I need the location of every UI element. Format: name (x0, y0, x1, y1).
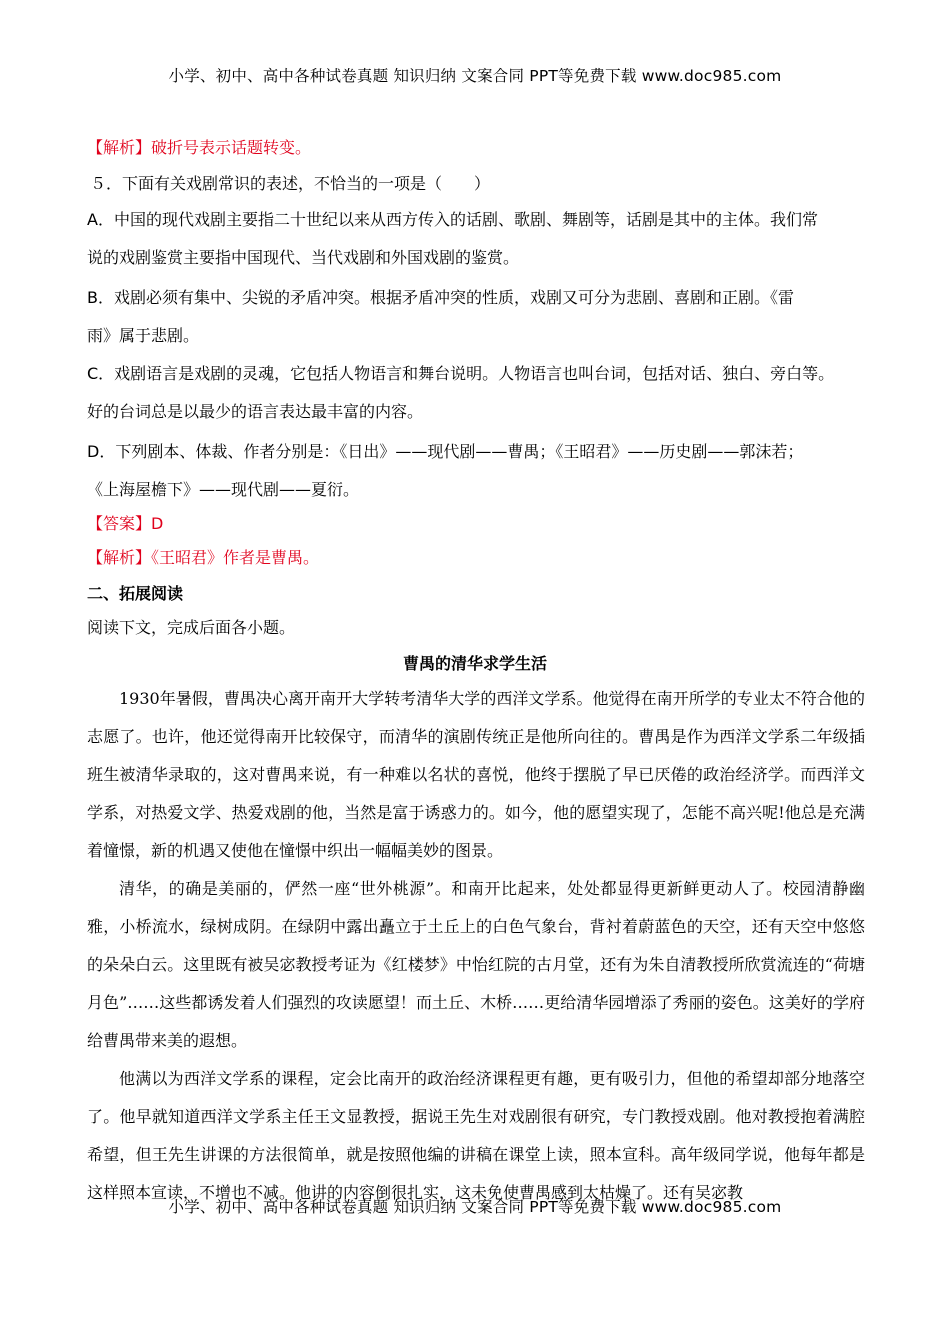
question-5-stem: ５．下面有关戏剧常识的表述，不恰当的一项是（ ） (90, 174, 491, 193)
option-b-line-2: 雨》属于悲剧。 (87, 326, 200, 345)
article-title: 曹禺的清华求学生活 (402, 654, 547, 673)
option-d-line-2: 《上海屋檐下》——现代剧——夏衍。 (87, 480, 360, 499)
analysis-text: 破折号表示话题转变。 (151, 138, 312, 157)
option-c-line-1: C．戏剧语言是戏剧的灵魂，它包括人物语言和舞台说明。人物语言也叫台词，包括对话、独白、旁白等。 (87, 364, 835, 383)
article-paragraph-3: 他满以为西洋文学系的课程，定会比南开的政治经济课程更有趣，更有吸引力，但他的希望却部分地落空了。他早就知道西洋文学系主任王文显教授，据说王先生对戏剧很有研究，专门教授戏剧。他对教授抱着满腔希望，但王先生讲课的方法很简单，就是按照他编的讲稿在课堂上读，照本宣科。高年级同学说，他每年都是这样照本宣读，不增也不减。他讲的内容倒很扎实，这未免使曹禺感到太枯燥了。还有吴宓教 (87, 1069, 865, 1202)
analysis-tag: 【解析】 (87, 138, 152, 157)
section-heading: 二、拓展阅读 (87, 584, 184, 603)
answer-value: D (151, 514, 164, 533)
option-b-line-1: B．戏剧必须有集中、尖锐的矛盾冲突。根据矛盾冲突的性质，戏剧又可分为悲剧、喜剧和正剧。《雷 (87, 288, 794, 307)
option-d-line-1: D．下列剧本、体裁、作者分别是：《日出》——现代剧——曹禺；《王昭君》——历史剧——郭沫若； (87, 442, 804, 461)
article-paragraph-2: 清华，的确是美丽的，俨然一座“世外桃源”。和南开比起来，处处都显得更新鲜更动人了。校园清静幽雅，小桥流水，绿树成阴。在绿阴中露出矗立于土丘上的白色气象台，背衬着蔚蓝色的天空，还有天空中悠悠的朵朵白云。这里既有被吴宓教授考证为《红楼梦》中怡红院的古月堂，还有为朱自清教授所欣赏流连的“荷塘月色”……这些都诱发着人们强烈的攻读愿望！而土丘、木桥……更给清华园增添了秀丽的姿色。这美好的学府给曹禺带来美的遐想。 (87, 879, 865, 1050)
article-paragraph-1: 1930年暑假，曹禺决心离开南开大学转考清华大学的西洋文学系。他觉得在南开所学的专业太不符合他的志愿了。也许，他还觉得南开比较保守，而清华的演剧传统正是他所向往的。曹禺是作为西洋文学系二年级插班生被清华录取的，这对曹禺来说，有一种难以名状的喜悦，他终于摆脱了早已厌倦的政治经济学。而西洋文学系，对热爱文学、热爱戏剧的他，当然是富于诱惑力的。如今，他的愿望实现了，怎能不高兴呢!他总是充满着憧憬，新的机遇又使他在憧憬中织出一幅幅美妙的图景。 (87, 689, 865, 860)
option-c-line-2: 好的台词总是以最少的语言表达最丰富的内容。 (87, 402, 424, 421)
analysis-text: 《王昭君》作者是曹禺。 (151, 548, 320, 567)
page-header: 小学、初中、高中各种试卷真题 知识归纳 文案合同 PPT等免费下载 www.doc985.com (168, 67, 782, 85)
answer-tag: 【答案】 (87, 514, 152, 533)
analysis-line (87, 546, 870, 570)
top-analysis (87, 136, 870, 160)
option-a-line-1: A．中国的现代戏剧主要指二十世纪以来从西方传入的话剧、歌剧、舞剧等，话剧是其中的主体。我们常 (87, 210, 818, 229)
option-a-line-2: 说的戏剧鉴赏主要指中国现代、当代戏剧和外国戏剧的鉴赏。 (87, 248, 520, 267)
reading-instruction: 阅读下文，完成后面各小题。 (87, 618, 296, 637)
answer-line (87, 512, 870, 536)
analysis-tag: 【解析】 (87, 548, 152, 567)
page-footer: 小学、初中、高中各种试卷真题 知识归纳 文案合同 PPT等免费下载 www.doc985.com (168, 1198, 782, 1216)
